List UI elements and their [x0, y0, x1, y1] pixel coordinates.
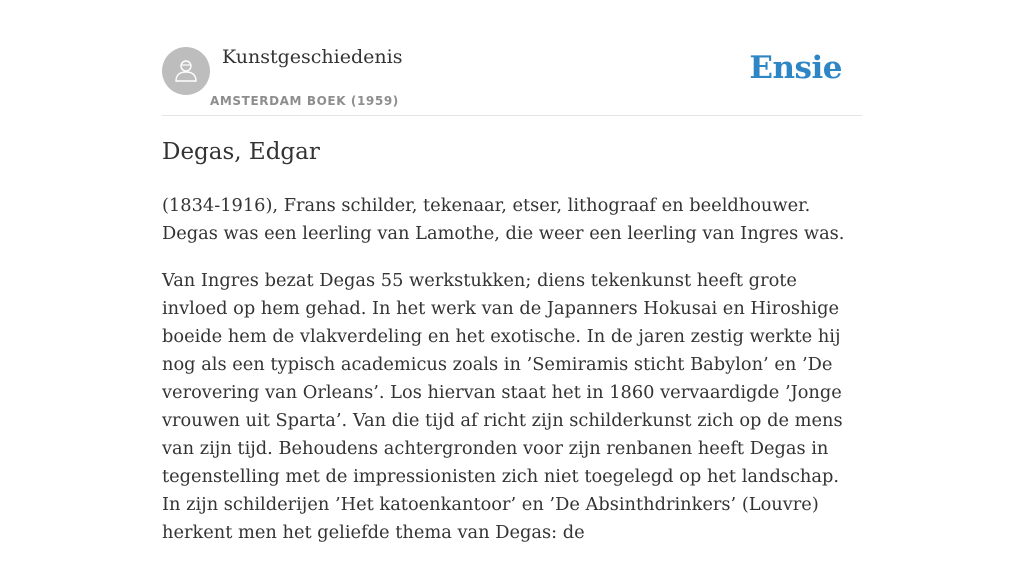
user-avatar-icon[interactable] [162, 47, 210, 95]
ensie-logo[interactable]: Ensie [749, 50, 842, 86]
article-body [162, 192, 862, 566]
article-paragraph: (1834-1916), Frans schilder, tekenaar, etser, lithograaf en beeldhouwer. Degas was een leerling van Lamothe, die weer een leerling van Ingres was. [162, 195, 845, 244]
person-outline-icon [171, 56, 201, 86]
book-source-link[interactable]: AMSTERDAM BOEK (1959) [210, 94, 399, 108]
book-header [162, 0, 862, 116]
article-title: Degas, Edgar [162, 139, 320, 165]
content-container [162, 0, 862, 543]
article-paragraph: Van Ingres bezat Degas 55 werkstukken; diens tekenkunst heeft grote invloed op hem gehad. In het werk van de Japanners Hokusai en Hiroshige boeide hem de vlakverdeling en het exotische. In de jaren zestig werkte hij nog als een typisch academicus zoals in ’Semiramis sticht Babylon’ en ’De verovering van Orleans’. Los hiervan staat het in 1860 vervaardigde ’Jonge vrouwen uit Sparta’. Van die tijd af richt zijn schilderkunst zich op de mens van zijn tijd. Behoudens achtergronden voor zijn renbanen heeft Degas in tegenstelling met de impressionisten zich niet toegelegd op het landschap. In zijn schilderijen ’Het katoenkantoor’ en ’De Absinthdrinkers’ (Louvre) herkent men het geliefde thema van Degas: de [162, 270, 843, 543]
book-title-link[interactable]: Kunstgeschiedenis [222, 46, 403, 68]
